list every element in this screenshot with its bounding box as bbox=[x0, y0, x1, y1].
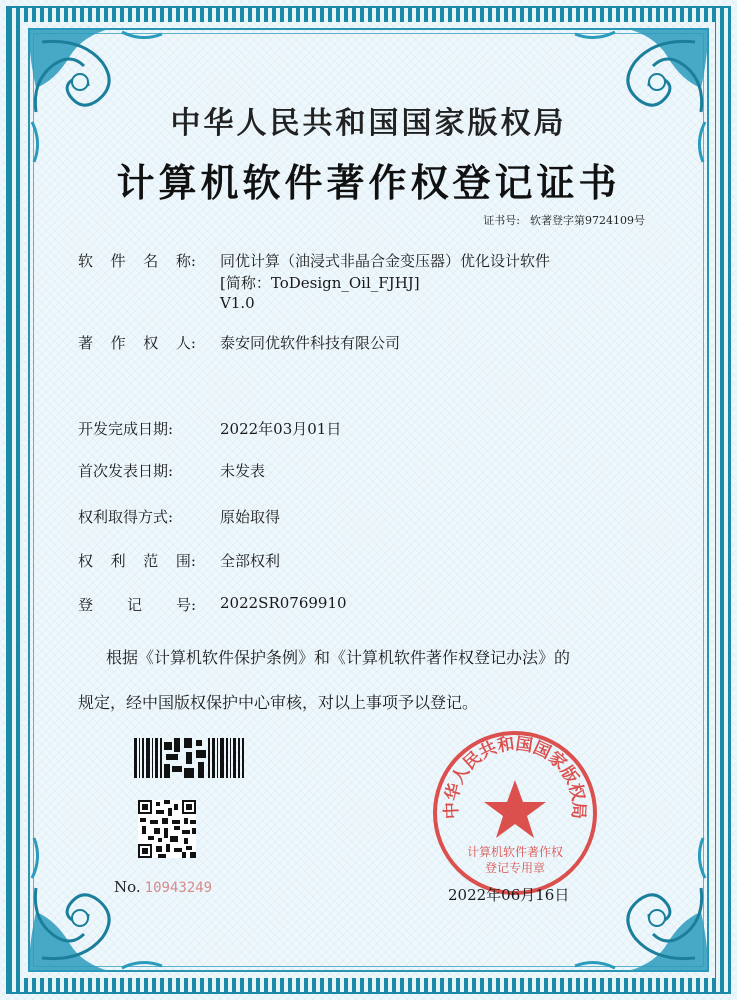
field-label: 登 记 号: bbox=[78, 596, 196, 614]
registration-number-value: 2022SR0769910 bbox=[220, 594, 347, 612]
first-publication-value: 未发表 bbox=[220, 462, 266, 480]
field-label: 首次发表日期: bbox=[78, 462, 174, 480]
issue-date: 2022年06月16日 bbox=[448, 886, 570, 904]
seal-inner-line1: 计算机软件著作权 bbox=[466, 845, 564, 859]
serial-number bbox=[114, 878, 212, 896]
qr-code-icon bbox=[138, 800, 196, 858]
software-version: V1.0 bbox=[220, 294, 255, 312]
field-first-publication bbox=[78, 460, 266, 481]
field-label: 开发完成日期: bbox=[78, 420, 174, 438]
certificate-number bbox=[483, 212, 645, 228]
corner-ornament-icon bbox=[565, 22, 715, 172]
field-label: 软 件 名 称: bbox=[78, 252, 196, 270]
software-name-line2: [简称：ToDesign_Oil_FJHJ] bbox=[220, 274, 420, 292]
seal-inner-line2: 登记专用章 bbox=[484, 861, 546, 875]
acquisition-method-value: 原始取得 bbox=[220, 508, 281, 526]
official-seal-icon bbox=[430, 728, 600, 898]
software-name-line1: 同优计算（油浸式非晶合金变压器）优化设计软件 bbox=[220, 252, 551, 270]
body-text-line1: 根据《计算机软件保护条例》和《计算机软件著作权登记办法》的 bbox=[106, 648, 571, 667]
rights-scope-value: 全部权利 bbox=[220, 552, 281, 570]
field-rights-scope bbox=[78, 550, 281, 571]
field-acquisition-method bbox=[78, 506, 281, 527]
certificate-title: 计算机软件著作权登记证书 bbox=[116, 160, 621, 205]
field-copyright-owner bbox=[78, 332, 401, 353]
body-text-line2: 规定，经中国版权保护中心审核，对以上事项予以登记。 bbox=[78, 693, 479, 712]
certificate-number-label: 证书号: bbox=[483, 214, 520, 227]
corner-ornament-icon bbox=[22, 22, 172, 172]
field-software-name bbox=[78, 250, 551, 312]
field-label: 权 利 范 围: bbox=[78, 552, 196, 570]
barcode-icon bbox=[134, 738, 244, 778]
serial-number-value: 10943249 bbox=[144, 880, 213, 896]
serial-prefix: No. bbox=[114, 878, 141, 896]
field-completion-date bbox=[78, 418, 342, 439]
copyright-owner-value: 泰安同优软件科技有限公司 bbox=[220, 334, 401, 352]
field-label: 著 作 权 人: bbox=[78, 334, 196, 352]
completion-date-value: 2022年03月01日 bbox=[220, 420, 342, 438]
field-registration-number bbox=[78, 594, 347, 615]
issuing-authority: 中华人民共和国国家版权局 bbox=[170, 106, 567, 141]
field-label: 权利取得方式: bbox=[78, 508, 174, 526]
certificate-number-value: 软著登字第9724109号 bbox=[530, 214, 645, 227]
seal-outer-text: 中华人民共和国国家版权局 bbox=[441, 734, 589, 820]
